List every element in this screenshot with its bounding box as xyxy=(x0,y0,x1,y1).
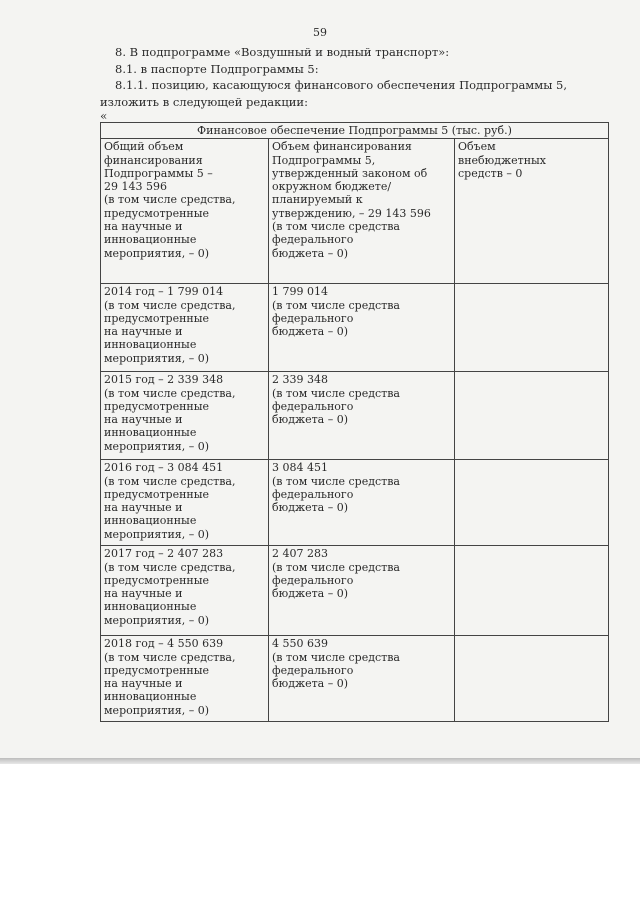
year-extrabudgetary-cell xyxy=(455,284,609,372)
table-row xyxy=(101,636,609,722)
table-header-row xyxy=(101,139,609,284)
table-title: Финансовое обеспечение Подпрограммы 5 (тыс. руб.) xyxy=(101,123,609,139)
year-total-cell: 2015 год – 2 339 348 (в том числе средства, предусмотренные на научные и инновационные мероприятия, – 0) xyxy=(101,372,269,460)
year-total-cell: 2014 год – 1 799 014 (в том числе средства, предусмотренные на научные и инновационные мероприятия, – 0) xyxy=(101,284,269,372)
table-row xyxy=(101,372,609,460)
total-financing-cell: Общий объем финансирования Подпрограммы 5 – 29 143 596 (в том числе средства, предусмотренные на научные и инновационные мероприятия, – 0) xyxy=(101,139,269,284)
financing-table xyxy=(100,122,609,722)
year-extrabudgetary-cell xyxy=(455,460,609,546)
table-row xyxy=(101,546,609,636)
year-budget-cell: 3 084 451 (в том числе средства федерального бюджета – 0) xyxy=(269,460,455,546)
year-total-cell: 2016 год – 3 084 451 (в том числе средства, предусмотренные на научные и инновационные мероприятия, – 0) xyxy=(101,460,269,546)
table-row xyxy=(101,460,609,546)
year-extrabudgetary-cell xyxy=(455,636,609,722)
paragraph-instruction: изложить в следующей редакции: xyxy=(100,95,308,109)
table-title-row xyxy=(101,123,609,139)
year-total-cell: 2018 год – 4 550 639 (в том числе средства, предусмотренные на научные и инновационные мероприятия, – 0) xyxy=(101,636,269,722)
year-budget-cell: 2 407 283 (в том числе средства федерального бюджета – 0) xyxy=(269,546,455,636)
paragraph-section-8-1-1: 8.1.1. позицию, касающуюся финансового обеспечения Подпрограммы 5, xyxy=(115,78,567,92)
year-budget-cell: 1 799 014 (в том числе средства федерального бюджета – 0) xyxy=(269,284,455,372)
budget-financing-cell: Объем финансирования Подпрограммы 5, утвержденный законом об окружном бюджете/ планируемый к утверждению, – 29 143 596 (в том числе средства федерального бюджета – 0) xyxy=(269,139,455,284)
paragraph-section-8-1: 8.1. в паспорте Подпрограммы 5: xyxy=(115,62,319,76)
year-extrabudgetary-cell xyxy=(455,546,609,636)
year-budget-cell: 4 550 639 (в том числе средства федерального бюджета – 0) xyxy=(269,636,455,722)
page-number: 59 xyxy=(313,26,327,39)
year-total-cell: 2017 год – 2 407 283 (в том числе средства, предусмотренные на научные и инновационные мероприятия, – 0) xyxy=(101,546,269,636)
extrabudgetary-funds-cell: Объем внебюджетных средств – 0 xyxy=(455,139,609,284)
paragraph-section-8: 8. В подпрограмме «Воздушный и водный транспорт»: xyxy=(115,45,450,59)
opening-quote: « xyxy=(100,109,108,123)
year-extrabudgetary-cell xyxy=(455,372,609,460)
table-row xyxy=(101,284,609,372)
scan-edge xyxy=(0,758,640,764)
year-budget-cell: 2 339 348 (в том числе средства федерального бюджета – 0) xyxy=(269,372,455,460)
